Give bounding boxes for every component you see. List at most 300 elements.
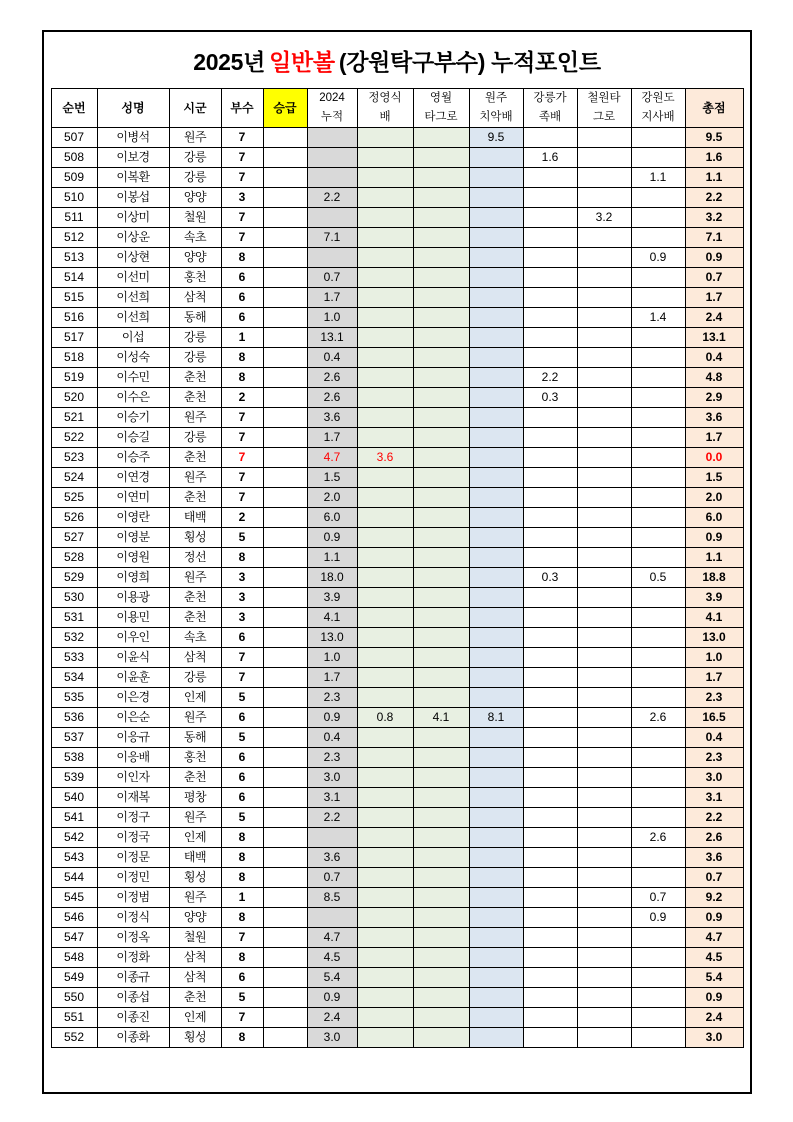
- cell-gangwondo: [631, 768, 685, 788]
- cell-cheorwon: [577, 708, 631, 728]
- cell-division: 2: [221, 388, 263, 408]
- cell-wonju: [469, 488, 523, 508]
- cell-cheorwon: [577, 328, 631, 348]
- cell-name: 이선희: [97, 308, 169, 328]
- cell-division: 3: [221, 588, 263, 608]
- cell-gangwondo: [631, 188, 685, 208]
- cell-name: 이종진: [97, 1008, 169, 1028]
- cell-gangneung: 0.3: [523, 388, 577, 408]
- cell-gangneung: [523, 228, 577, 248]
- cell-wonju: [469, 1008, 523, 1028]
- cell-accumulated: 3.6: [307, 408, 357, 428]
- cell-cheorwon: [577, 728, 631, 748]
- cell-yeongwol: [413, 268, 469, 288]
- cell-name: 이병석: [97, 128, 169, 148]
- cell-wonju: [469, 528, 523, 548]
- cell-division: 7: [221, 128, 263, 148]
- cell-yeongwol: [413, 308, 469, 328]
- cell-jeongyeongsik: [357, 208, 413, 228]
- cell-promotion: [263, 768, 307, 788]
- cell-gangneung: [523, 648, 577, 668]
- cell-cheorwon: [577, 468, 631, 488]
- table-row: [51, 648, 743, 668]
- cell-wonju: [469, 888, 523, 908]
- cell-gangwondo: [631, 468, 685, 488]
- cell-yeongwol: [413, 228, 469, 248]
- cell-promotion: [263, 748, 307, 768]
- cell-city: 원주: [169, 468, 221, 488]
- cell-city: 속초: [169, 628, 221, 648]
- cell-division: 8: [221, 908, 263, 928]
- cell-name: 이복환: [97, 168, 169, 188]
- cell-jeongyeongsik: [357, 468, 413, 488]
- table-row: [51, 388, 743, 408]
- cell-name: 이은경: [97, 688, 169, 708]
- column-header-wonju-line2: 치악배: [479, 111, 513, 123]
- cell-total: 0.9: [685, 248, 743, 268]
- cell-city: 춘천: [169, 388, 221, 408]
- cell-yeongwol: [413, 888, 469, 908]
- cell-gangwondo: [631, 288, 685, 308]
- cell-jeongyeongsik: [357, 828, 413, 848]
- cell-yeongwol: [413, 968, 469, 988]
- cell-total: 0.4: [685, 348, 743, 368]
- cell-gangwondo: [631, 208, 685, 228]
- cell-name: 이선희: [97, 288, 169, 308]
- cell-cheorwon: [577, 768, 631, 788]
- cell-wonju: [469, 788, 523, 808]
- cell-wonju: [469, 748, 523, 768]
- cell-cheorwon: [577, 928, 631, 948]
- cell-gangwondo: [631, 328, 685, 348]
- cell-jeongyeongsik: [357, 1028, 413, 1048]
- cell-promotion: [263, 988, 307, 1008]
- cell-jeongyeongsik: [357, 368, 413, 388]
- cell-promotion: [263, 588, 307, 608]
- cell-gangneung: [523, 448, 577, 468]
- cell-cheorwon: [577, 628, 631, 648]
- cell-division: 7: [221, 448, 263, 468]
- cell-city: 삼척: [169, 968, 221, 988]
- cell-rank: 548: [51, 948, 97, 968]
- column-header-gangwondo-line1: 강원도: [641, 92, 675, 104]
- cell-accumulated: 0.7: [307, 268, 357, 288]
- cell-gangneung: [523, 1008, 577, 1028]
- cell-gangneung: [523, 868, 577, 888]
- table-row: [51, 928, 743, 948]
- cell-wonju: [469, 148, 523, 168]
- table-row: [51, 148, 743, 168]
- column-header-cheorwon: [577, 89, 631, 128]
- cell-cheorwon: [577, 128, 631, 148]
- cell-jeongyeongsik: [357, 488, 413, 508]
- cell-accumulated: 1.7: [307, 428, 357, 448]
- cell-city: 원주: [169, 568, 221, 588]
- cell-jeongyeongsik: [357, 428, 413, 448]
- cell-yeongwol: [413, 408, 469, 428]
- cell-wonju: [469, 868, 523, 888]
- cell-name: 이상미: [97, 208, 169, 228]
- cell-total: 1.7: [685, 428, 743, 448]
- cell-rank: 515: [51, 288, 97, 308]
- cell-rank: 526: [51, 508, 97, 528]
- cell-yeongwol: [413, 1028, 469, 1048]
- cell-cheorwon: [577, 268, 631, 288]
- cell-total: 3.2: [685, 208, 743, 228]
- column-header-cheorwon-line1: 철원타: [587, 92, 621, 104]
- cell-rank: 522: [51, 428, 97, 448]
- cell-name: 이상현: [97, 248, 169, 268]
- cell-city: 철원: [169, 928, 221, 948]
- cell-total: 1.0: [685, 648, 743, 668]
- cell-wonju: [469, 568, 523, 588]
- cell-name: 이봉섭: [97, 188, 169, 208]
- column-header-wonju: [469, 89, 523, 128]
- cell-wonju: [469, 368, 523, 388]
- cell-yeongwol: [413, 808, 469, 828]
- cell-gangneung: [523, 508, 577, 528]
- cell-wonju: [469, 508, 523, 528]
- cell-yeongwol: [413, 188, 469, 208]
- cell-cheorwon: [577, 788, 631, 808]
- cell-gangneung: [523, 468, 577, 488]
- cell-accumulated: 4.5: [307, 948, 357, 968]
- cell-name: 이영원: [97, 548, 169, 568]
- table-row: [51, 1028, 743, 1048]
- cell-accumulated: 8.5: [307, 888, 357, 908]
- cell-gangneung: [523, 808, 577, 828]
- cell-yeongwol: [413, 428, 469, 448]
- cell-yeongwol: [413, 788, 469, 808]
- cell-division: 6: [221, 788, 263, 808]
- cell-accumulated: [307, 828, 357, 848]
- cell-promotion: [263, 788, 307, 808]
- cell-gangwondo: 0.5: [631, 568, 685, 588]
- table-row: [51, 548, 743, 568]
- cell-total: 3.1: [685, 788, 743, 808]
- cell-city: 원주: [169, 408, 221, 428]
- cell-yeongwol: [413, 488, 469, 508]
- cell-accumulated: 0.7: [307, 868, 357, 888]
- cell-jeongyeongsik: [357, 748, 413, 768]
- cell-division: 5: [221, 728, 263, 748]
- cell-city: 춘천: [169, 768, 221, 788]
- cell-name: 이연경: [97, 468, 169, 488]
- cell-city: 춘천: [169, 488, 221, 508]
- cell-name: 이인자: [97, 768, 169, 788]
- cell-city: 태백: [169, 848, 221, 868]
- cell-gangneung: 2.2: [523, 368, 577, 388]
- cell-yeongwol: [413, 348, 469, 368]
- cell-total: 16.5: [685, 708, 743, 728]
- table-row: [51, 288, 743, 308]
- cell-gangneung: [523, 728, 577, 748]
- cell-gangwondo: [631, 368, 685, 388]
- cell-gangneung: [523, 968, 577, 988]
- cell-rank: 527: [51, 528, 97, 548]
- cell-yeongwol: [413, 128, 469, 148]
- cell-name: 이영분: [97, 528, 169, 548]
- cell-accumulated: 2.6: [307, 388, 357, 408]
- cell-gangneung: [523, 708, 577, 728]
- cell-total: 4.8: [685, 368, 743, 388]
- cell-total: 0.9: [685, 908, 743, 928]
- cell-yeongwol: [413, 168, 469, 188]
- cell-total: 3.0: [685, 1028, 743, 1048]
- cell-city: 양양: [169, 248, 221, 268]
- cell-total: 1.1: [685, 168, 743, 188]
- cell-rank: 531: [51, 608, 97, 628]
- cell-wonju: [469, 628, 523, 648]
- cell-gangwondo: 1.1: [631, 168, 685, 188]
- cell-rank: 525: [51, 488, 97, 508]
- cell-promotion: [263, 248, 307, 268]
- cell-promotion: [263, 488, 307, 508]
- cell-accumulated: 2.0: [307, 488, 357, 508]
- cell-gangneung: [523, 628, 577, 648]
- cell-name: 이은순: [97, 708, 169, 728]
- cell-yeongwol: [413, 568, 469, 588]
- column-header-wonju-line1: 원주: [484, 92, 508, 104]
- cell-jeongyeongsik: [357, 608, 413, 628]
- cell-total: 0.9: [685, 528, 743, 548]
- cell-rank: 513: [51, 248, 97, 268]
- cell-accumulated: 0.9: [307, 988, 357, 1008]
- cell-wonju: [469, 408, 523, 428]
- cell-wonju: [469, 308, 523, 328]
- cell-gangwondo: [631, 728, 685, 748]
- cell-promotion: [263, 428, 307, 448]
- cell-yeongwol: [413, 828, 469, 848]
- cell-division: 8: [221, 1028, 263, 1048]
- cell-accumulated: [307, 128, 357, 148]
- cell-wonju: [469, 688, 523, 708]
- table-row: [51, 268, 743, 288]
- cell-yeongwol: [413, 648, 469, 668]
- cell-city: 강릉: [169, 328, 221, 348]
- cell-gangwondo: [631, 928, 685, 948]
- cell-wonju: [469, 728, 523, 748]
- cell-promotion: [263, 668, 307, 688]
- cell-gangwondo: 1.4: [631, 308, 685, 328]
- cell-division: 5: [221, 808, 263, 828]
- cell-name: 이정구: [97, 808, 169, 828]
- column-header-accumulated-line1: 2024: [319, 92, 345, 104]
- cell-gangneung: [523, 588, 577, 608]
- cell-yeongwol: [413, 988, 469, 1008]
- cell-name: 이용광: [97, 588, 169, 608]
- cell-wonju: [469, 1028, 523, 1048]
- cell-city: 홍천: [169, 748, 221, 768]
- table-row: [51, 988, 743, 1008]
- cell-name: 이정범: [97, 888, 169, 908]
- cell-total: 3.6: [685, 848, 743, 868]
- cell-jeongyeongsik: [357, 328, 413, 348]
- cell-promotion: [263, 708, 307, 728]
- cell-wonju: [469, 908, 523, 928]
- cell-name: 이윤식: [97, 648, 169, 668]
- cell-jeongyeongsik: [357, 148, 413, 168]
- column-header-yeongwol: [413, 89, 469, 128]
- column-header-division: 부수: [221, 89, 263, 128]
- cell-city: 양양: [169, 908, 221, 928]
- cell-wonju: [469, 328, 523, 348]
- cell-total: 2.4: [685, 308, 743, 328]
- cell-wonju: [469, 168, 523, 188]
- cell-accumulated: 18.0: [307, 568, 357, 588]
- cell-division: 8: [221, 368, 263, 388]
- cell-city: 평창: [169, 788, 221, 808]
- table-row: [51, 468, 743, 488]
- cell-cheorwon: [577, 188, 631, 208]
- cell-promotion: [263, 568, 307, 588]
- cell-gangwondo: [631, 948, 685, 968]
- cell-gangneung: [523, 548, 577, 568]
- cell-city: 강릉: [169, 668, 221, 688]
- cell-name: 이영란: [97, 508, 169, 528]
- cell-division: 1: [221, 888, 263, 908]
- page-title: [44, 32, 750, 88]
- cell-rank: 528: [51, 548, 97, 568]
- cell-cheorwon: [577, 248, 631, 268]
- cell-name: 이정옥: [97, 928, 169, 948]
- cell-cheorwon: [577, 228, 631, 248]
- column-header-yeongwol-line2: 타그로: [424, 111, 458, 123]
- cell-city: 홍천: [169, 268, 221, 288]
- cell-wonju: [469, 188, 523, 208]
- cell-division: 8: [221, 828, 263, 848]
- cell-cheorwon: [577, 308, 631, 328]
- cell-gangwondo: [631, 688, 685, 708]
- cell-yeongwol: [413, 908, 469, 928]
- cell-accumulated: 1.1: [307, 548, 357, 568]
- cell-promotion: [263, 508, 307, 528]
- cell-accumulated: 2.3: [307, 688, 357, 708]
- cell-promotion: [263, 628, 307, 648]
- cell-gangwondo: [631, 388, 685, 408]
- cell-rank: 512: [51, 228, 97, 248]
- cell-gangneung: [523, 248, 577, 268]
- cell-gangneung: [523, 988, 577, 1008]
- cell-cheorwon: [577, 988, 631, 1008]
- cell-yeongwol: [413, 508, 469, 528]
- cell-wonju: [469, 448, 523, 468]
- cell-division: 6: [221, 308, 263, 328]
- cell-promotion: [263, 968, 307, 988]
- column-header-gangneung: [523, 89, 577, 128]
- cell-promotion: [263, 948, 307, 968]
- column-header-promotion: 승급: [263, 89, 307, 128]
- cell-wonju: [469, 928, 523, 948]
- cell-yeongwol: [413, 288, 469, 308]
- cell-gangneung: [523, 208, 577, 228]
- cell-city: 삼척: [169, 648, 221, 668]
- cell-rank: 514: [51, 268, 97, 288]
- cell-wonju: [469, 248, 523, 268]
- cell-total: 3.6: [685, 408, 743, 428]
- cell-gangneung: [523, 788, 577, 808]
- cell-division: 7: [221, 668, 263, 688]
- cell-gangneung: [523, 908, 577, 928]
- cell-yeongwol: [413, 148, 469, 168]
- cell-division: 8: [221, 868, 263, 888]
- cell-jeongyeongsik: [357, 548, 413, 568]
- cell-wonju: [469, 288, 523, 308]
- cell-total: 2.3: [685, 748, 743, 768]
- cell-jeongyeongsik: [357, 248, 413, 268]
- cell-city: 횡성: [169, 1028, 221, 1048]
- cell-accumulated: 1.7: [307, 288, 357, 308]
- table-row: [51, 448, 743, 468]
- cell-accumulated: 4.7: [307, 928, 357, 948]
- cell-division: 2: [221, 508, 263, 528]
- cell-gangneung: 0.3: [523, 568, 577, 588]
- cell-city: 춘천: [169, 988, 221, 1008]
- table-row: [51, 208, 743, 228]
- cell-rank: 510: [51, 188, 97, 208]
- cell-total: 2.2: [685, 808, 743, 828]
- cell-total: 0.9: [685, 988, 743, 1008]
- cell-wonju: [469, 228, 523, 248]
- table-row: [51, 688, 743, 708]
- cell-rank: 545: [51, 888, 97, 908]
- column-header-accumulated: [307, 89, 357, 128]
- cell-cheorwon: [577, 948, 631, 968]
- cell-total: 2.9: [685, 388, 743, 408]
- cell-city: 양양: [169, 188, 221, 208]
- cell-gangwondo: [631, 668, 685, 688]
- cell-wonju: [469, 348, 523, 368]
- cell-name: 이정화: [97, 948, 169, 968]
- cell-cheorwon: [577, 388, 631, 408]
- cell-cheorwon: [577, 608, 631, 628]
- cell-accumulated: 2.2: [307, 188, 357, 208]
- cell-city: 횡성: [169, 868, 221, 888]
- cell-gangneung: [523, 1028, 577, 1048]
- cell-gangwondo: [631, 788, 685, 808]
- cell-yeongwol: [413, 868, 469, 888]
- cell-jeongyeongsik: [357, 628, 413, 648]
- cell-wonju: 9.5: [469, 128, 523, 148]
- cell-promotion: [263, 728, 307, 748]
- cell-yeongwol: [413, 948, 469, 968]
- cell-name: 이재복: [97, 788, 169, 808]
- table-row: [51, 968, 743, 988]
- cell-division: 7: [221, 168, 263, 188]
- cell-rank: 517: [51, 328, 97, 348]
- table-row: [51, 768, 743, 788]
- cell-promotion: [263, 928, 307, 948]
- cell-division: 3: [221, 568, 263, 588]
- cell-promotion: [263, 208, 307, 228]
- cell-division: 6: [221, 748, 263, 768]
- cell-rank: 534: [51, 668, 97, 688]
- cell-rank: 546: [51, 908, 97, 928]
- cell-rank: 532: [51, 628, 97, 648]
- cell-division: 8: [221, 548, 263, 568]
- cell-promotion: [263, 308, 307, 328]
- cell-total: 13.0: [685, 628, 743, 648]
- cell-division: 7: [221, 928, 263, 948]
- cell-jeongyeongsik: [357, 568, 413, 588]
- cell-name: 이승길: [97, 428, 169, 448]
- cell-rank: 544: [51, 868, 97, 888]
- cell-rank: 547: [51, 928, 97, 948]
- cell-gangneung: [523, 288, 577, 308]
- cell-name: 이응규: [97, 728, 169, 748]
- cell-total: 3.0: [685, 768, 743, 788]
- cell-cheorwon: [577, 908, 631, 928]
